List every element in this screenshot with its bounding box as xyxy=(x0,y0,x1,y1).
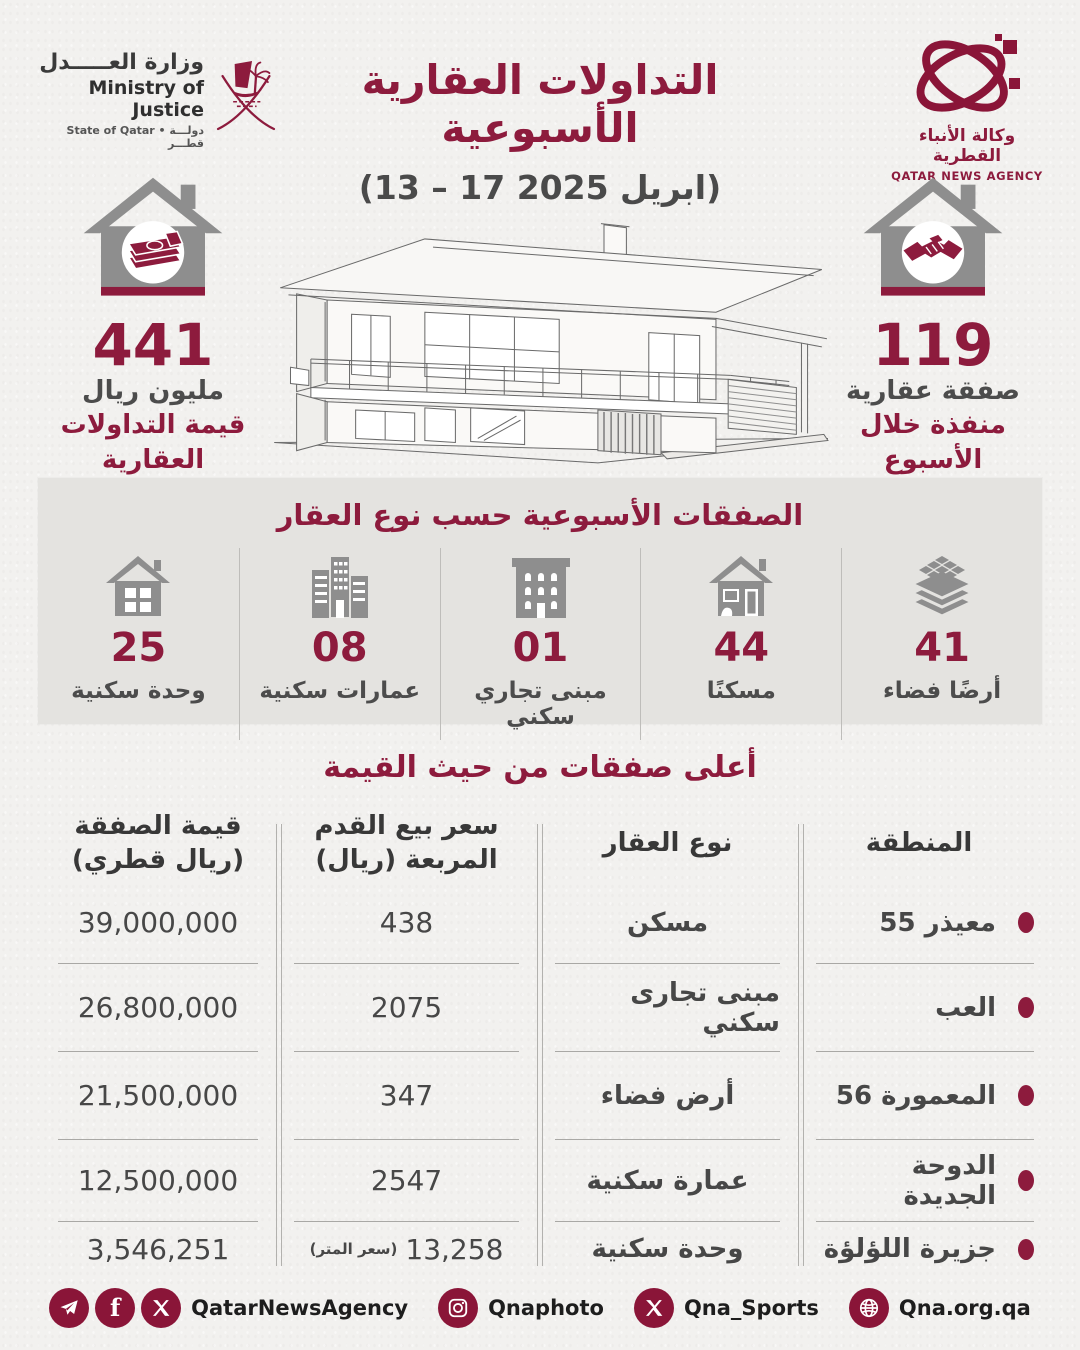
house-icon xyxy=(647,552,835,618)
ministry-of-justice-logo xyxy=(30,50,280,150)
deal-value: 39,000,000 xyxy=(77,906,239,939)
category-count: 44 xyxy=(713,625,770,671)
date-range: (13 – 17 ابريل 2025) xyxy=(358,168,722,207)
type-value: عمارة سكنية xyxy=(586,1165,749,1196)
bullet-icon xyxy=(1018,1170,1034,1191)
header-price-line2: المربعة (ريال) xyxy=(315,845,498,875)
moj-state-line: State of Qatar • دولـــة قطـــر xyxy=(66,124,204,150)
price-value: 347 xyxy=(379,1079,434,1112)
value-label-3: العقارية xyxy=(101,444,205,475)
price-value: 438 xyxy=(379,906,434,939)
social-website[interactable] xyxy=(849,1288,1031,1328)
column-divider xyxy=(798,824,804,1266)
x-icon[interactable] xyxy=(141,1288,181,1328)
deal-value: 12,500,000 xyxy=(77,1164,239,1197)
price-value: 2075 xyxy=(370,991,443,1024)
stat-weekly-value xyxy=(48,176,258,477)
column-header-region: المنطقة xyxy=(865,828,973,859)
category-count: 41 xyxy=(914,625,970,671)
deal-value: 3,546,251 xyxy=(86,1232,230,1266)
qna-logo xyxy=(882,34,1052,183)
qna-name-english: QATAR NEWS AGENCY xyxy=(891,169,1043,183)
facebook-icon[interactable]: f xyxy=(95,1288,135,1328)
page-title-block xyxy=(270,56,810,207)
land-layers-icon xyxy=(848,552,1036,618)
telegram-icon[interactable] xyxy=(49,1288,89,1328)
region-value: معيذر 55 xyxy=(879,907,996,938)
weekly-by-type-title: الصفقات الأسبوعية حسب نوع العقار xyxy=(276,498,804,532)
column-divider xyxy=(537,824,543,1266)
social-bar xyxy=(0,1288,1080,1328)
stat-weekly-deals xyxy=(828,176,1038,477)
deal-value: 26,800,000 xyxy=(77,991,239,1024)
price-value: 13,258 xyxy=(405,1232,504,1266)
category-housing-units xyxy=(38,548,239,740)
table-row-region xyxy=(816,964,1034,1052)
region-value: العب xyxy=(935,992,996,1023)
top-deals-title: أعلى صفقات من حيث القيمة xyxy=(323,750,757,785)
header-price-line1: سعر بيع القدم xyxy=(314,811,499,842)
top-deals-table xyxy=(40,806,1040,1276)
column-divider xyxy=(276,824,282,1266)
category-homes xyxy=(640,548,841,740)
page-title: التداولات العقارية الأسبوعية xyxy=(361,56,719,152)
moj-logo-text xyxy=(30,50,204,150)
social-handle-x[interactable]: Qna_Sports xyxy=(683,1296,819,1320)
table-row-region xyxy=(816,1140,1034,1222)
social-handle-instagram[interactable]: Qnaphoto xyxy=(488,1296,604,1320)
house-handshake-icon xyxy=(863,291,1003,310)
region-value: الدوحة الجديدة xyxy=(903,1150,996,1211)
social-instagram[interactable] xyxy=(438,1288,604,1328)
region-value: المعمورة 56 xyxy=(835,1080,996,1111)
residential-buildings-icon xyxy=(246,552,434,618)
social-handle-main[interactable]: QatarNewsAgency xyxy=(191,1296,409,1320)
category-count: 25 xyxy=(110,625,167,671)
globe-icon[interactable] xyxy=(849,1288,889,1328)
price-note: (سعر المتر) xyxy=(309,1240,398,1258)
housing-unit-icon xyxy=(44,552,233,618)
bullet-icon xyxy=(1018,1085,1034,1106)
category-label: مبنى تجاري سكني xyxy=(474,678,607,730)
bullet-icon xyxy=(1018,1239,1034,1260)
house-money-icon xyxy=(83,291,223,310)
price-value: 2547 xyxy=(370,1164,443,1197)
type-value: وحدة سكنية xyxy=(591,1234,744,1264)
commercial-building-icon xyxy=(447,552,635,618)
category-label: أرضًا فضاء xyxy=(883,678,1002,704)
category-label: مسكنًا xyxy=(706,678,776,704)
moj-name-english: Ministry of Justice xyxy=(88,77,204,121)
category-count: 08 xyxy=(311,625,368,671)
deals-label-2: منفذة خلال xyxy=(860,410,1006,441)
column-header-value xyxy=(58,806,258,882)
type-value: مسكن xyxy=(626,907,709,938)
deals-label-1: صفقة عقارية xyxy=(845,376,1021,406)
table-row-region xyxy=(816,1222,1034,1276)
type-value: مبنى تجارى سكني xyxy=(630,977,780,1038)
bullet-icon xyxy=(1018,912,1034,933)
table-row-region xyxy=(816,882,1034,964)
column-header-type: نوع العقار xyxy=(602,828,733,859)
moj-name-arabic: وزارة العـــــدل xyxy=(39,50,204,75)
deals-label-3: الأسبوع xyxy=(883,444,983,475)
category-label: عمارات سكنية xyxy=(259,678,421,704)
value-label-2: قيمة التداولات xyxy=(60,410,246,441)
price-cell xyxy=(294,1222,519,1276)
qna-name-arabic: وكالة الأنباء القطرية xyxy=(918,126,1016,166)
category-vacant-land xyxy=(841,548,1042,740)
value-label-1: مليون ريال xyxy=(82,376,224,406)
weekly-by-type-section xyxy=(38,478,1042,730)
value-count: 441 xyxy=(92,311,214,379)
type-value: أرض فضاء xyxy=(600,1080,735,1111)
region-value: جزيرة اللؤلؤة xyxy=(823,1234,996,1264)
social-x-sports[interactable] xyxy=(634,1288,819,1328)
header-value-line1: قيمة الصفقة xyxy=(74,811,242,842)
social-website-url[interactable]: Qna.org.qa xyxy=(898,1296,1031,1320)
qna-logo-mark-icon xyxy=(903,105,1031,124)
header-value-line2: (ريال قطري) xyxy=(71,845,245,875)
deal-value: 21,500,000 xyxy=(77,1079,239,1112)
social-main-handles[interactable] xyxy=(49,1288,408,1328)
column-header-price xyxy=(294,806,519,882)
category-residential-buildings xyxy=(239,548,440,740)
bullet-icon xyxy=(1018,997,1034,1018)
deals-count: 119 xyxy=(872,311,994,379)
category-list xyxy=(38,548,1042,740)
category-count: 01 xyxy=(512,625,569,671)
category-commercial-residential xyxy=(440,548,641,740)
instagram-icon[interactable] xyxy=(438,1288,478,1328)
house-sketch xyxy=(262,190,832,465)
category-label: وحدة سكنية xyxy=(71,678,206,704)
x-icon[interactable] xyxy=(634,1288,674,1328)
table-row-region xyxy=(816,1052,1034,1140)
